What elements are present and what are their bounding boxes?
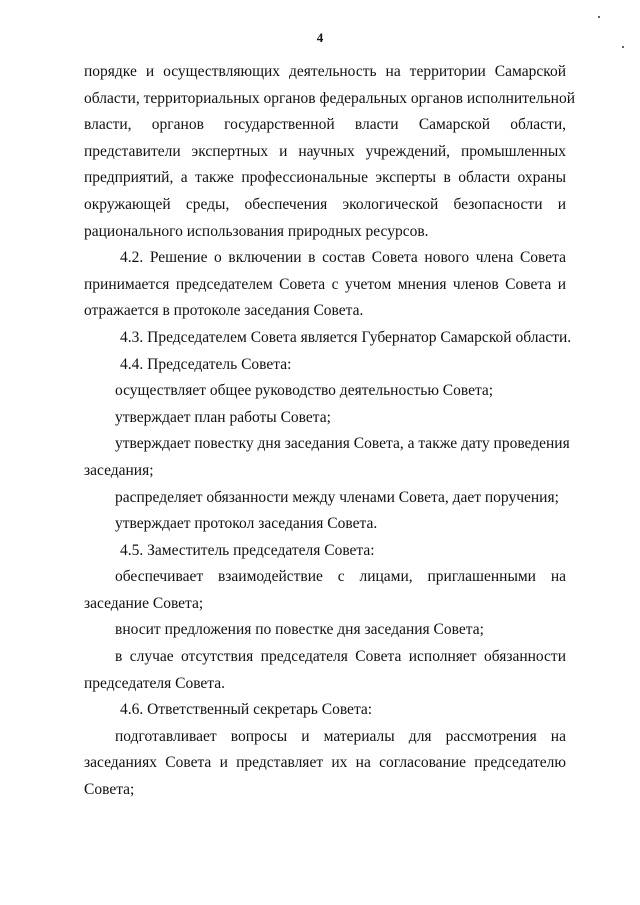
scan-speck (622, 46, 624, 48)
text-line: принимается председателем Совета с учетом мнения членов Совета и (84, 275, 566, 293)
text-line: распределяет обязанности между членами Совета, дает поручения; (115, 488, 559, 506)
text-line: заседания; (84, 461, 154, 479)
text-line: 4.6. Ответственный секретарь Совета: (120, 701, 373, 719)
text-line: отражается в протоколе заседания Совета. (84, 302, 364, 320)
text-line: 4.2. Решение о включении в состав Совета нового члена Совета (120, 249, 566, 267)
text-line: председателя Совета. (84, 674, 226, 692)
text-line: утверждает план работы Совета; (115, 408, 331, 426)
text-line: заседаниях Совета и представляет их на согласование председателю (84, 754, 566, 772)
scan-speck (598, 16, 600, 18)
text-line: порядке и осуществляющих деятельность на территории Самарской (84, 63, 566, 80)
text-line: Совета; (84, 781, 135, 799)
text-line: представители экспертных и научных учреждений, промышленных (84, 142, 566, 160)
document-body (84, 59, 576, 804)
page-number: 4 (316, 30, 324, 45)
text-line: 4.3. Председателем Совета является Губернатор Самарской области. (120, 328, 572, 346)
text-line: власти, органов государственной власти Самарской области, (84, 116, 566, 134)
text-line: 4.5. Заместитель председателя Совета: (120, 541, 375, 559)
text-line: рационального использования природных ресурсов. (84, 222, 429, 240)
text-line: окружающей среды, обеспечения экологической безопасности и (84, 195, 566, 213)
text-line: вносит предложения по повестке дня заседания Совета; (115, 621, 484, 639)
text-line: утверждает повестку дня заседания Совета, а также дату проведения (115, 435, 570, 453)
text-line: в случае отсутствия председателя Совета исполняет обязанности (115, 648, 566, 666)
text-line: 4.4. Председатель Совета: (120, 355, 292, 373)
text-line: заседание Совета; (84, 594, 204, 612)
text-line: осуществляет общее руководство деятельностью Совета; (115, 382, 494, 400)
text-line: предприятий, а также профессиональные эксперты в области охраны (84, 169, 566, 187)
text-line: утверждает протокол заседания Совета. (115, 515, 378, 533)
text-line: обеспечивает взаимодействие с лицами, приглашенными на (115, 568, 566, 586)
text-line: области, территориальных органов федеральных органов исполнительной (84, 89, 576, 107)
text-line: подготавливает вопросы и материалы для рассмотрения на (115, 727, 566, 745)
